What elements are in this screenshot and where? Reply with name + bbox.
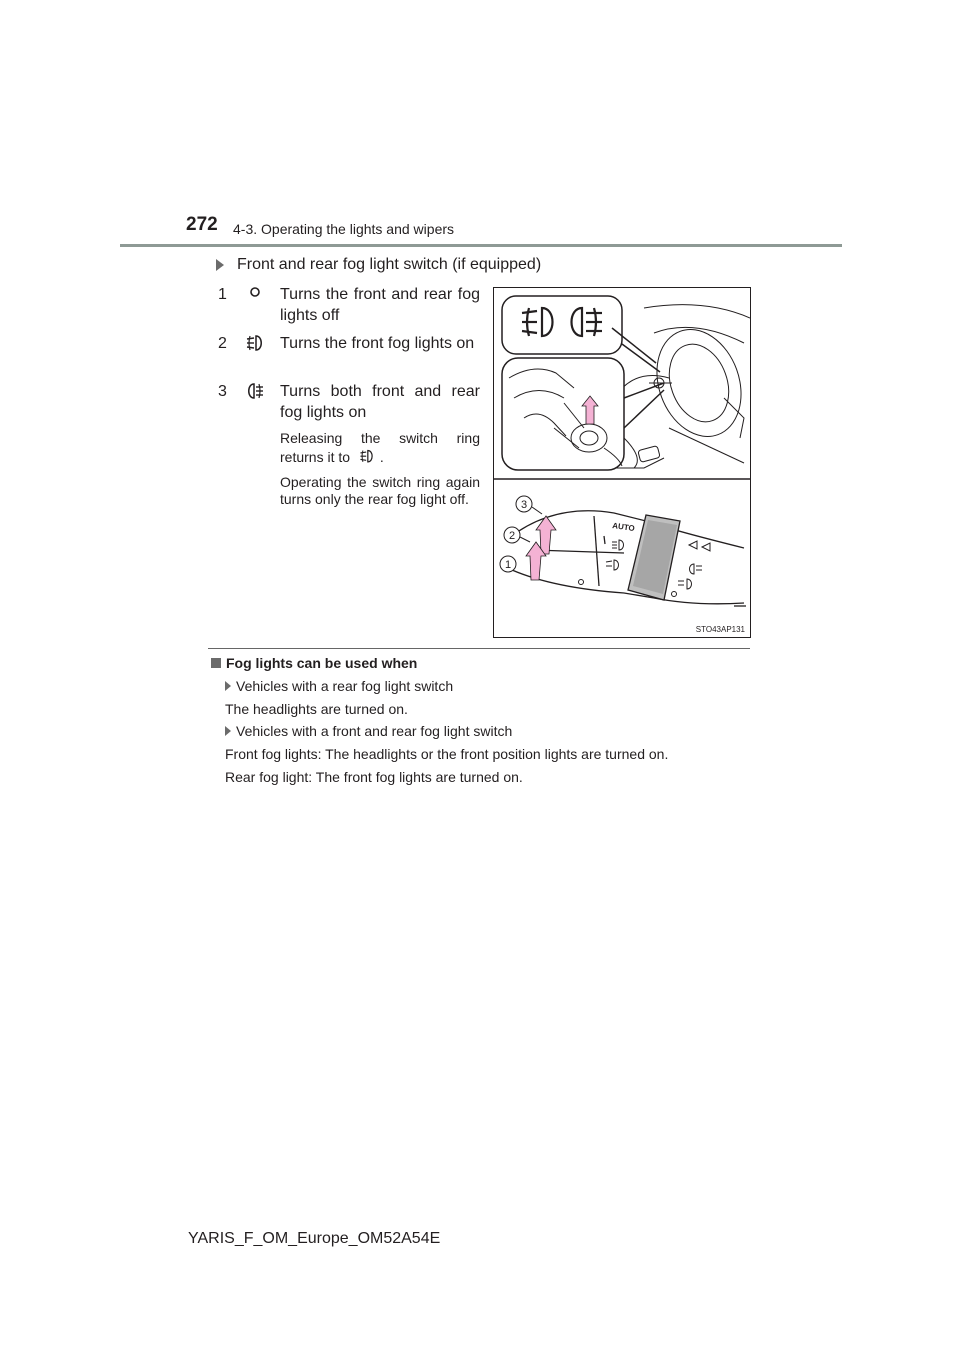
item-front-rear-fog — [218, 381, 480, 425]
section-divider — [208, 648, 750, 649]
bullet-front-rear-fog-vehicles: Vehicles with a front and rear fog light switch — [225, 723, 512, 739]
header-rule — [120, 244, 842, 247]
paragraph: The headlights are turned on. — [225, 701, 408, 717]
bullet-rear-fog-vehicles: Vehicles with a rear fog light switch — [225, 678, 453, 694]
illustration-drawing — [494, 288, 750, 637]
item-number: 1 — [218, 286, 227, 303]
front-fog-light-icon — [244, 333, 266, 355]
section-title — [216, 256, 541, 274]
item-front-fog — [218, 333, 480, 377]
callout-3 — [516, 496, 532, 512]
auto-label: AUTO — [611, 521, 636, 534]
document-id: YARIS_F_OM_Europe_OM52A54E — [188, 1230, 441, 1247]
svg-text:1: 1 — [504, 559, 512, 571]
off-circle-icon — [244, 284, 266, 306]
chapter-title: 4-3. Operating the lights and wipers — [233, 221, 455, 237]
item-text: Turns the front fog lights on — [280, 335, 475, 352]
fog-switch-illustration — [493, 287, 751, 638]
item-fog-off — [218, 284, 480, 328]
rear-fog-light-icon — [244, 381, 266, 403]
page-number: 272 — [186, 214, 218, 235]
item-number: 3 — [218, 383, 227, 400]
front-fog-light-icon — [358, 448, 376, 466]
fog-section-heading: Fog lights can be used when — [211, 655, 417, 671]
item-text: Turns both front and rear fog lights on — [280, 383, 480, 421]
paragraph: Rear fog light: The front fog lights are turned on. — [225, 769, 523, 785]
callout-2 — [504, 527, 520, 543]
svg-text:3: 3 — [520, 499, 528, 511]
triangle-bullet-icon — [225, 681, 231, 691]
svg-text:2: 2 — [508, 530, 516, 542]
paragraph: Front fog lights: The headlights or the front position lights are turned on. — [225, 746, 669, 762]
callout-1 — [500, 556, 516, 572]
section-title-text: Front and rear fog light switch (if equipped) — [237, 256, 542, 273]
triangle-bullet-icon — [225, 726, 231, 736]
note-operating: Operating the switch ring again turns only the rear fog light off. — [280, 474, 480, 507]
figure-code: STO43AP131 — [695, 625, 745, 634]
note-releasing: Releasing the switch ring returns it to . — [280, 430, 480, 465]
square-bullet-icon — [211, 658, 221, 668]
triangle-bullet-icon — [216, 259, 224, 271]
item-number: 2 — [218, 335, 227, 352]
item-text: Turns the front and rear fog lights off — [280, 286, 480, 324]
